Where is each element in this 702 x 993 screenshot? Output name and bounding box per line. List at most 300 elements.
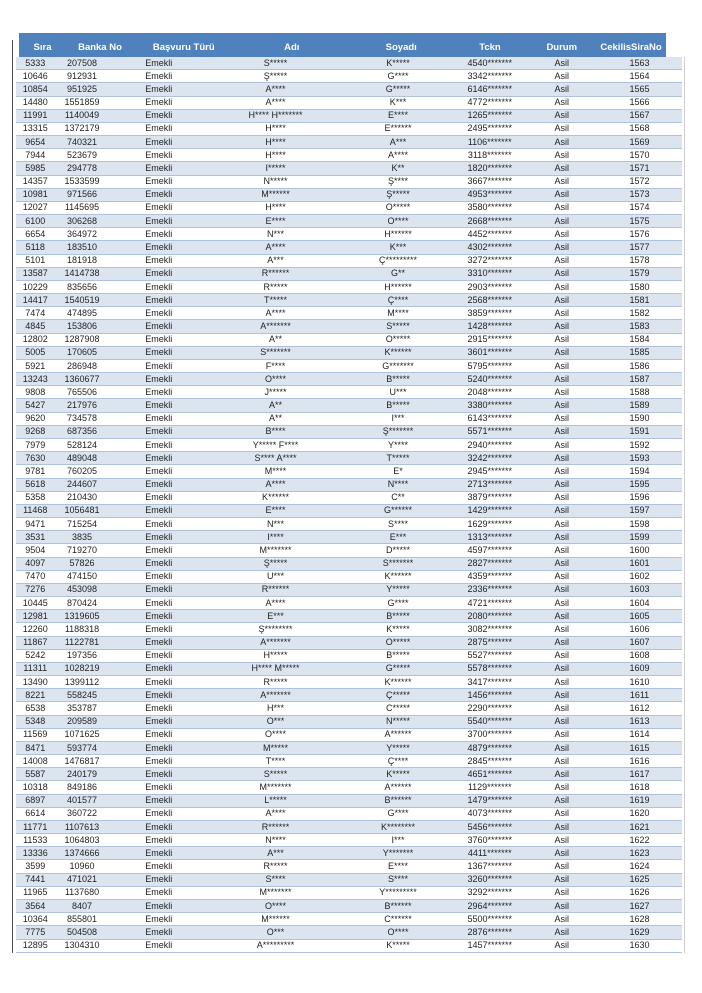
cell-sira: 11468: [23, 506, 48, 516]
cell-banka-no: 1476817: [64, 756, 100, 766]
cell-cekilissirano: 1564: [629, 71, 650, 81]
cell-sira: 14480: [22, 98, 48, 108]
cell-adi: N*****: [263, 177, 288, 187]
cell-tckn: 1428*******: [467, 322, 513, 332]
cell-soyadi: T*****: [386, 453, 410, 463]
cell-durum: Asil: [554, 743, 569, 753]
column-header-soyadi: Soyadı: [385, 41, 417, 53]
cell-soyadi: G**: [390, 269, 405, 279]
cell-tckn: 3260*******: [467, 875, 513, 885]
cell-soyadi: G****: [387, 598, 409, 608]
cell-tckn: 4302*******: [467, 242, 513, 252]
table-row: [16, 702, 682, 715]
cell-sira: 9781: [25, 466, 46, 476]
cell-soyadi: S****: [387, 875, 408, 885]
cell-soyadi: K*****: [386, 941, 410, 951]
cell-basvuru-turu: Emekli: [145, 651, 173, 661]
cell-tckn: 1129*******: [467, 783, 512, 793]
cell-cekilissirano: 1630: [629, 941, 650, 951]
cell-tckn: 2495*******: [467, 124, 513, 134]
cell-sira: 10646: [22, 71, 48, 81]
cell-basvuru-turu: Emekli: [145, 71, 173, 81]
cell-sira: 7441: [25, 875, 46, 885]
cell-durum: Asil: [554, 177, 569, 187]
cell-banka-no: 364972: [66, 229, 98, 239]
cell-basvuru-turu: Emekli: [145, 111, 173, 121]
table-row: [16, 123, 682, 136]
cell-basvuru-turu: Emekli: [145, 704, 173, 713]
cell-adi: T*****: [263, 295, 287, 305]
cell-sira: 11867: [23, 638, 48, 648]
cell-durum: Asil: [554, 690, 569, 700]
cell-banka-no: 197356: [66, 651, 98, 661]
cell-adi: M****: [264, 466, 287, 476]
table-row: [16, 465, 682, 478]
cell-sira: 14008: [22, 756, 48, 766]
cell-tckn: 4651*******: [467, 769, 513, 779]
cell-durum: Asil: [554, 401, 569, 411]
cell-durum: Asil: [554, 229, 569, 239]
cell-adi: A****: [265, 809, 286, 819]
cell-basvuru-turu: Emekli: [145, 664, 173, 674]
cell-soyadi: Y*****: [386, 585, 410, 595]
cell-durum: Asil: [554, 190, 569, 200]
cell-basvuru-turu: Emekli: [145, 335, 173, 345]
cell-basvuru-turu: Emekli: [145, 585, 173, 595]
table-row: [16, 558, 682, 571]
cell-banka-no: 1304310: [64, 941, 100, 951]
cell-sira: 10364: [22, 914, 48, 924]
cell-sira: 8471: [25, 743, 46, 753]
cell-tckn: 5571*******: [467, 427, 513, 437]
table-row: [16, 847, 682, 860]
cell-cekilissirano: 1600: [629, 545, 650, 555]
cell-basvuru-turu: Emekli: [145, 295, 173, 305]
cell-cekilissirano: 1577: [629, 242, 650, 252]
cell-banka-no: 401577: [66, 796, 98, 806]
cell-tckn: 2668*******: [467, 216, 513, 226]
cell-sira: 7474: [25, 308, 46, 318]
cell-soyadi: E****: [387, 111, 408, 121]
cell-tckn: 3859*******: [467, 308, 513, 318]
table-row: [16, 97, 682, 110]
cell-banka-no: 528124: [66, 440, 98, 450]
cell-durum: Asil: [554, 216, 569, 226]
cell-durum: Asil: [554, 532, 569, 542]
cell-soyadi: M****: [387, 308, 409, 318]
cell-sira: 7944: [25, 150, 46, 160]
cell-adi: A****: [265, 480, 286, 490]
cell-durum: Asil: [554, 611, 569, 621]
cell-basvuru-turu: Emekli: [145, 941, 173, 951]
table-row: [16, 860, 682, 873]
cell-banka-no: 360722: [66, 809, 98, 819]
cell-basvuru-turu: Emekli: [145, 348, 173, 358]
cell-durum: Asil: [554, 730, 569, 740]
cell-adi: S**** A****: [254, 453, 297, 463]
cell-cekilissirano: 1611: [629, 690, 650, 700]
cell-cekilissirano: 1604: [629, 598, 650, 608]
cell-basvuru-turu: Emekli: [145, 914, 173, 924]
cell-tckn: 2903*******: [467, 282, 513, 292]
cell-durum: Asil: [554, 308, 569, 318]
cell-soyadi: B*****: [386, 374, 410, 384]
cell-sira: 12027: [22, 203, 48, 213]
cell-adi: R*****: [263, 282, 288, 292]
table-row: [16, 360, 682, 373]
cell-cekilissirano: 1603: [629, 585, 650, 595]
cell-sira: 13587: [22, 269, 48, 279]
cell-adi: B****: [265, 427, 286, 437]
cell-durum: Asil: [554, 71, 569, 81]
cell-cekilissirano: 1610: [629, 677, 650, 687]
table-row: [16, 887, 682, 900]
cell-cekilissirano: 1575: [629, 216, 650, 226]
table-row: [16, 110, 682, 123]
cell-tckn: 3272*******: [467, 256, 513, 266]
table-row: [16, 215, 682, 228]
table-row: [16, 781, 682, 794]
cell-sira: 7276: [25, 585, 46, 595]
cell-soyadi: S*******: [382, 559, 414, 569]
cell-banka-no: 3835: [71, 532, 93, 542]
cell-sira: 12260: [22, 624, 48, 634]
cell-banka-no: 971566: [66, 190, 98, 200]
cell-adi: N***: [266, 229, 284, 239]
cell-banka-no: 1137680: [64, 888, 100, 898]
cell-sira: 3599: [25, 862, 46, 872]
cell-durum: Asil: [554, 256, 569, 266]
cell-durum: Asil: [554, 585, 569, 595]
cell-banka-no: 870424: [66, 598, 98, 608]
cell-soyadi: H******: [384, 282, 412, 292]
cell-basvuru-turu: Emekli: [145, 242, 173, 252]
cell-sira: 9620: [25, 414, 46, 424]
cell-durum: Asil: [554, 598, 569, 608]
cell-basvuru-turu: Emekli: [145, 493, 173, 503]
cell-adi: A****: [265, 598, 286, 608]
cell-cekilissirano: 1605: [629, 611, 650, 621]
cell-sira: 5427: [25, 401, 46, 411]
cell-soyadi: K***: [389, 242, 407, 252]
cell-banka-no: 855801: [66, 914, 98, 924]
cell-adi: A**: [268, 401, 282, 411]
cell-soyadi: Y*****: [386, 743, 410, 753]
cell-basvuru-turu: Emekli: [145, 545, 173, 555]
cell-adi: A*******: [260, 322, 291, 332]
cell-tckn: 3342*******: [467, 71, 513, 81]
cell-cekilissirano: 1571: [629, 163, 650, 173]
cell-sira: 10981: [22, 190, 48, 200]
cell-adi: Ş*****: [263, 559, 288, 569]
cell-tckn: 5795*******: [467, 361, 513, 371]
cell-banka-no: 57826: [69, 559, 95, 569]
cell-durum: Asil: [554, 282, 569, 292]
cell-adi: Ş********: [258, 624, 293, 634]
cell-banka-no: 181918: [66, 256, 98, 266]
cell-cekilissirano: 1612: [629, 704, 650, 713]
cell-basvuru-turu: Emekli: [145, 387, 173, 397]
cell-durum: Asil: [554, 704, 569, 713]
cell-sira: 5985: [25, 163, 46, 173]
cell-basvuru-turu: Emekli: [145, 229, 173, 239]
cell-durum: Asil: [554, 888, 569, 898]
cell-durum: Asil: [554, 822, 569, 832]
cell-adi: J*****: [264, 387, 287, 397]
cell-cekilissirano: 1602: [629, 572, 650, 582]
cell-sira: 5118: [25, 242, 45, 252]
cell-adi: H***: [266, 704, 284, 713]
cell-banka-no: 1540519: [64, 295, 100, 305]
cell-banka-no: 489048: [66, 453, 98, 463]
cell-tckn: 1367*******: [467, 862, 513, 872]
cell-basvuru-turu: Emekli: [145, 519, 173, 529]
cell-adi: Ö***: [266, 927, 285, 937]
table-row: [16, 347, 682, 360]
cell-sira: 9471: [25, 519, 46, 529]
cell-durum: Asil: [554, 453, 569, 463]
cell-cekilissirano: 1570: [629, 150, 650, 160]
cell-banka-no: 1107613: [64, 822, 100, 832]
cell-banka-no: 183510: [66, 242, 98, 252]
cell-basvuru-turu: Emekli: [145, 137, 173, 147]
cell-cekilissirano: 1588: [629, 387, 650, 397]
cell-tckn: 1313*******: [467, 532, 513, 542]
cell-basvuru-turu: Emekli: [145, 532, 173, 542]
cell-basvuru-turu: Emekli: [145, 322, 173, 332]
cell-durum: Asil: [554, 348, 569, 358]
cell-sira: 13315: [22, 124, 48, 134]
cell-cekilissirano: 1593: [629, 453, 650, 463]
cell-soyadi: B******: [384, 901, 412, 911]
cell-tckn: 3580*******: [467, 203, 513, 213]
cell-adi: A****: [265, 308, 286, 318]
cell-durum: Asil: [554, 242, 569, 252]
cell-basvuru-turu: Emekli: [145, 677, 173, 687]
cell-cekilissirano: 1615: [629, 743, 650, 753]
cell-durum: Asil: [554, 914, 569, 924]
cell-adi: M*****: [262, 743, 288, 753]
cell-cekilissirano: 1601: [629, 559, 650, 569]
cell-tckn: 4411*******: [467, 848, 512, 858]
cell-tckn: 5456*******: [467, 822, 513, 832]
cell-tckn: 1479*******: [467, 796, 513, 806]
cell-durum: Asil: [554, 124, 569, 134]
table-row: [16, 307, 682, 320]
cell-banka-no: 504508: [66, 927, 98, 937]
cell-soyadi: C**: [391, 493, 405, 503]
cell-soyadi: Ş*******: [382, 427, 414, 437]
cell-durum: Asil: [554, 440, 569, 450]
cell-cekilissirano: 1592: [629, 440, 650, 450]
table-row: [16, 320, 682, 333]
cell-soyadi: C*****: [385, 704, 410, 713]
cell-banka-no: 1188318: [64, 624, 100, 634]
cell-cekilissirano: 1591: [629, 427, 650, 437]
cell-tckn: 2915*******: [467, 335, 513, 345]
cell-adi: H****: [265, 137, 286, 147]
cell-sira: 13336: [22, 848, 48, 858]
cell-banka-no: 170605: [66, 348, 98, 358]
cell-cekilissirano: 1566: [629, 98, 650, 108]
cell-soyadi: D*****: [385, 545, 410, 555]
cell-sira: 6654: [25, 229, 46, 239]
cell-adi: L*****: [264, 796, 287, 806]
cell-banka-no: 207508: [66, 58, 98, 68]
cell-adi: S*******: [260, 348, 291, 358]
table-row: [16, 189, 682, 202]
cell-soyadi: N*****: [385, 717, 410, 727]
cell-banka-no: 1360677: [64, 374, 100, 384]
cell-adi: A****: [265, 98, 286, 108]
cell-durum: Asil: [554, 809, 569, 819]
cell-durum: Asil: [554, 848, 569, 858]
cell-cekilissirano: 1581: [629, 295, 650, 305]
cell-soyadi: İ***: [391, 835, 405, 845]
table-row: [16, 57, 682, 70]
cell-soyadi: K*****: [386, 769, 410, 779]
cell-basvuru-turu: Emekli: [145, 58, 173, 68]
cell-durum: Asil: [554, 545, 569, 555]
cell-durum: Asil: [554, 361, 569, 371]
cell-durum: Asil: [554, 98, 569, 108]
cell-durum: Asil: [554, 677, 569, 687]
cell-soyadi: Ç*****: [385, 690, 410, 700]
cell-adi: H****: [265, 203, 286, 213]
cell-tckn: 4597*******: [467, 545, 513, 555]
cell-banka-no: 8407: [71, 901, 93, 911]
table-row: [16, 755, 682, 768]
table-row: [16, 940, 682, 953]
cell-banka-no: 1374666: [64, 848, 100, 858]
cell-tckn: 3082*******: [467, 624, 513, 634]
cell-adi: R*****: [263, 862, 288, 872]
cell-durum: Asil: [554, 941, 569, 951]
table-right-border: [684, 57, 685, 953]
cell-sira: 12895: [22, 941, 48, 951]
cell-durum: Asil: [554, 374, 569, 384]
table-row: [16, 162, 682, 175]
table-row: [16, 479, 682, 492]
cell-adi: M******: [261, 914, 290, 924]
cell-banka-no: 306268: [66, 216, 98, 226]
cell-durum: Asil: [554, 295, 569, 305]
cell-cekilissirano: 1595: [629, 480, 650, 490]
cell-cekilissirano: 1621: [629, 822, 650, 832]
cell-sira: 5358: [25, 493, 46, 503]
cell-tckn: 5500*******: [467, 914, 513, 924]
table-row: [16, 176, 682, 189]
cell-tckn: 2827*******: [467, 559, 513, 569]
cell-basvuru-turu: Emekli: [145, 414, 173, 424]
cell-banka-no: 474150: [66, 572, 98, 582]
cell-sira: 8221: [25, 690, 46, 700]
cell-sira: 14417: [22, 295, 48, 305]
cell-soyadi: Ş****: [387, 177, 408, 187]
cell-soyadi: O****: [387, 927, 409, 937]
cell-durum: Asil: [554, 783, 569, 793]
table-row: [16, 689, 682, 702]
column-header-adi: Adı: [284, 41, 300, 53]
cell-adi: U***: [266, 572, 284, 582]
cell-adi: F****: [265, 361, 286, 371]
cell-tckn: 4879*******: [467, 743, 513, 753]
cell-sira: 9808: [25, 387, 46, 397]
cell-durum: Asil: [554, 163, 569, 173]
cell-soyadi: K******: [384, 677, 412, 687]
cell-basvuru-turu: Emekli: [145, 269, 173, 279]
cell-sira: 6614: [25, 809, 46, 819]
cell-soyadi: E*: [393, 466, 403, 476]
table-row: [16, 716, 682, 729]
cell-basvuru-turu: Emekli: [145, 308, 173, 318]
cell-banka-no: 1414738: [64, 269, 100, 279]
cell-tckn: 3242*******: [467, 453, 513, 463]
cell-cekilissirano: 1587: [629, 374, 650, 384]
cell-basvuru-turu: Emekli: [145, 150, 173, 160]
cell-adi: A*********: [256, 941, 295, 951]
cell-soyadi: Ç****: [387, 295, 409, 305]
cell-basvuru-turu: Emekli: [145, 440, 173, 450]
cell-sira: 5242: [25, 651, 46, 661]
cell-sira: 5348: [25, 717, 46, 727]
cell-banka-no: 1140049: [64, 111, 100, 121]
cell-sira: 11533: [23, 835, 48, 845]
table-row: [16, 795, 682, 808]
cell-tckn: 3310*******: [467, 269, 513, 279]
cell-tckn: 3601*******: [467, 348, 513, 358]
cell-basvuru-turu: Emekli: [145, 190, 173, 200]
cell-banka-no: 1064803: [64, 835, 100, 845]
cell-basvuru-turu: Emekli: [145, 598, 173, 608]
cell-adi: H*****: [263, 651, 288, 661]
cell-sira: 11311: [23, 664, 48, 674]
cell-tckn: 2568*******: [467, 295, 513, 305]
cell-adi: A**: [268, 414, 282, 424]
cell-sira: 5587: [25, 769, 46, 779]
cell-soyadi: K******: [384, 348, 412, 358]
cell-durum: Asil: [554, 111, 569, 121]
cell-durum: Asil: [554, 862, 569, 872]
cell-soyadi: B******: [384, 796, 412, 806]
cell-soyadi: G*****: [385, 664, 411, 674]
cell-soyadi: K*****: [386, 624, 410, 634]
cell-tckn: 4073*******: [467, 809, 513, 819]
column-header-basvuru-turu: Başvuru Türü: [152, 41, 215, 53]
cell-basvuru-turu: Emekli: [145, 177, 173, 187]
cell-durum: Asil: [554, 322, 569, 332]
cell-cekilissirano: 1580: [629, 282, 650, 292]
cell-sira: 6538: [25, 704, 46, 713]
cell-sira: 9268: [25, 427, 46, 437]
cell-adi: E****: [265, 506, 286, 516]
cell-sira: 3531: [25, 532, 46, 542]
cell-tckn: 3700*******: [467, 730, 513, 740]
table-row: [16, 531, 682, 544]
cell-sira: 6897: [25, 796, 46, 806]
cell-cekilissirano: 1599: [629, 532, 650, 542]
cell-soyadi: Ö****: [387, 216, 409, 226]
table-row: [16, 281, 682, 294]
cell-soyadi: K******: [384, 572, 412, 582]
cell-soyadi: E***: [389, 532, 407, 542]
cell-adi: A****: [265, 242, 286, 252]
cell-tckn: 4540*******: [467, 58, 513, 68]
cell-tckn: 2875*******: [467, 638, 513, 648]
cell-banka-no: 1056481: [64, 506, 100, 516]
table-row: [16, 821, 682, 834]
table-row: [16, 676, 682, 689]
